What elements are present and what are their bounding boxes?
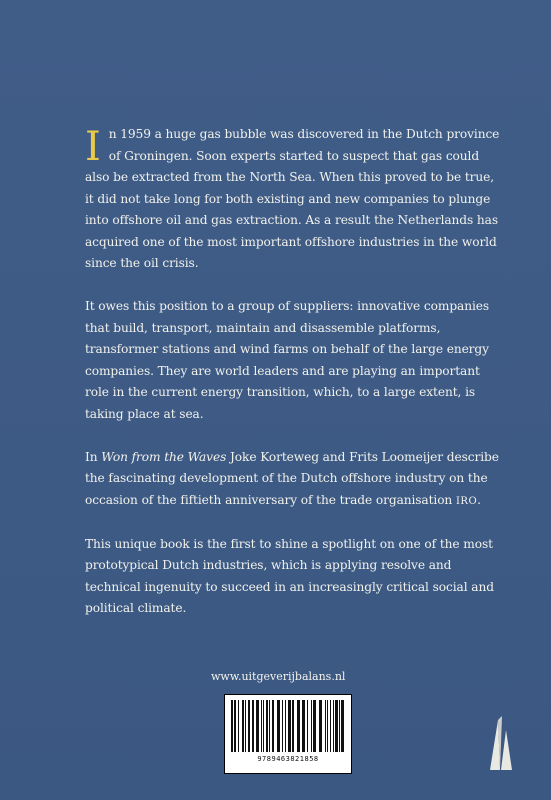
dropcap-letter: I <box>85 124 101 170</box>
barcode-bar <box>245 700 246 752</box>
isbn-number: 9789463821858 <box>257 755 319 763</box>
book-title: Won from the Waves <box>101 449 227 464</box>
barcode-bars <box>229 700 347 754</box>
barcode-bar <box>282 700 283 752</box>
barcode-bar <box>335 700 338 752</box>
barcode-bar <box>297 700 300 752</box>
paragraph-3-pre: In <box>85 449 102 464</box>
isbn-barcode <box>224 694 352 774</box>
barcode-bar <box>333 700 334 752</box>
barcode-bar <box>302 700 305 752</box>
barcode-bar <box>261 700 262 752</box>
barcode-bar <box>341 700 344 752</box>
paragraph-4: This unique book is the first to shine a spotlight on one of the most prototypical Dutch industries, which is applying resolve and technical ingenuity to succeed in an increasingly critical social and political climate. <box>85 536 494 615</box>
paragraph-1 <box>85 124 505 275</box>
publisher-website[interactable]: www.uitgeverijbalans.nl <box>211 670 346 683</box>
barcode-bar <box>266 700 268 752</box>
barcode-bar <box>307 700 308 752</box>
barcode-bar <box>269 700 270 752</box>
barcode-bar <box>325 700 326 752</box>
barcode-bar <box>252 700 254 752</box>
barcode-bar <box>311 700 312 752</box>
barcode-bar <box>319 700 322 752</box>
paragraph-2: It owes this position to a group of suppliers: innovative companies that build, transport, maintain and disassemble platforms, transformer stations and wind farms on behalf of the large energy companies. They are world leaders and are playing an important role in the current energy transition, which, to a large extent, is taking place at sea. <box>85 299 490 421</box>
barcode-bar <box>285 700 286 752</box>
paragraph-3-mid: Joke Korteweg and Frits Loomeijer describe the fascinating development of the Dutch offshore industry on the occasion of the fiftieth anniversary of the trade organisation <box>85 449 499 507</box>
organisation-name: IRO <box>455 495 478 507</box>
barcode-bar <box>327 700 328 752</box>
barcode-bar <box>277 700 280 752</box>
barcode-bar <box>339 700 340 752</box>
barcode-bar <box>272 700 274 752</box>
barcode-bar <box>242 700 244 752</box>
barcode-bar <box>238 700 239 752</box>
barcode-bar <box>288 700 291 752</box>
barcode-bar <box>248 700 250 752</box>
paragraph-1-text: n 1959 a huge gas bubble was discovered in the Dutch province of Groningen. Soon experts started to suspect that gas could also be extracted from the North Sea. When this proved to be true, it did not take long for both existing and new companies to plunge into offshore oil and gas extraction. As a result the Netherlands has acquired one of the most important offshore industries in the world since the oil crisis. <box>85 127 500 270</box>
barcode-bar <box>234 700 236 752</box>
paragraph-3 <box>85 447 505 513</box>
barcode-bar <box>292 700 294 752</box>
barcode-bar <box>263 700 264 752</box>
barcode-bar <box>256 700 259 752</box>
barcode-bar <box>231 700 233 752</box>
barcode-bar <box>330 700 331 752</box>
paragraph-3-end: . <box>477 492 481 507</box>
barcode-bar <box>313 700 316 752</box>
publisher-logo-icon <box>486 712 516 772</box>
blurb-text <box>85 124 505 641</box>
